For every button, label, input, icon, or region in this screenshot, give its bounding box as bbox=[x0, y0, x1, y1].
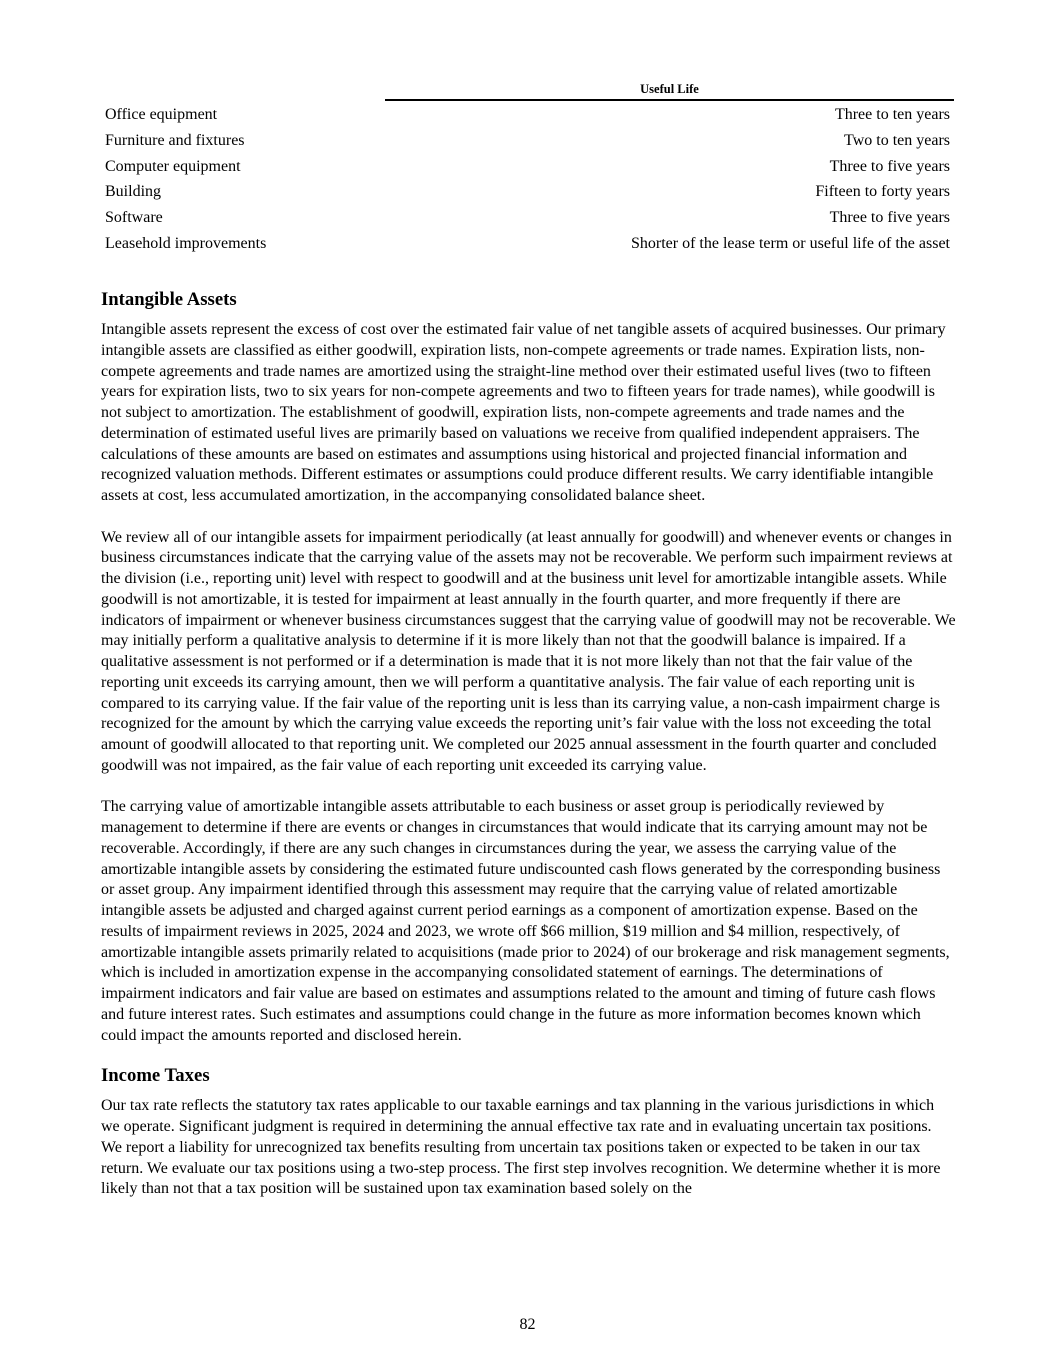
table-row bbox=[105, 179, 950, 205]
intangible-assets-paragraph-3: The carrying value of amortizable intangible assets attributable to each business or asset group is periodically reviewed by management to determine if there are events or changes in circumstances that would indicate that its carrying amount may not be recoverable. Accordingly, if there are any such changes in circumstances during the year, we assess the carrying value of the amortizable intangible assets by considering the estimated future undiscounted cash flows generated by the corresponding business or asset group. Any impairment identified through this assessment may require that the carrying value of related amortizable intangible assets be adjusted and charged against current period earnings as a component of amortization expense. Based on the results of impairment reviews in 2025, 2024 and 2023, we wrote off $66 million, $19 million and $4 million, respectively, of amortizable intangible assets primarily related to acquisitions (made prior to 2024) of our brokerage and risk management segments, which is included in amortization expense in the accompanying consolidated statement of earnings. The determinations of impairment indicators and fair value are based on estimates and assumptions related to the amount and timing of future cash flows and future interest rates. Such estimates and assumptions could change in the future as more information becomes known which could impact the amounts reported and disclosed herein. bbox=[101, 798, 950, 1044]
intangible-assets-heading: Intangible Assets bbox=[101, 289, 237, 310]
asset-label: Leasehold improvements bbox=[105, 234, 267, 252]
intangible-assets-paragraph-1: Intangible assets represent the excess of cost over the estimated fair value of net tangible assets of acquired businesses. Our primary intangible assets are classified as either goodwill, expiration lists, non-compete agreements or trade names. Expiration lists, non-compete agreements and trade names are amortized using the straight-line method over their estimated useful lives (two to fifteen years for expiration lists, two to six years for non-compete agreements and two to fifteen years for trade names), while goodwill is not subject to amortization. The establishment of goodwill, expiration lists, non-compete agreements and trade names and the determination of estimated useful lives are primarily based on valuations we receive from qualified independent appraisers. The calculations of these amounts are based on estimates and assumptions using historical and projected financial information and recognized valuation methods. Different estimates or assumptions could produce different results. We carry identifiable intangible assets at cost, less accumulated amortization, in the accompanying consolidated balance sheet. bbox=[101, 321, 946, 504]
body-text bbox=[101, 288, 956, 1221]
useful-life-column-header: Useful Life bbox=[385, 81, 954, 101]
useful-life-value: Fifteen to forty years bbox=[815, 183, 950, 201]
useful-life-value: Shorter of the lease term or useful life of the asset bbox=[631, 234, 950, 252]
income-taxes-heading: Income Taxes bbox=[101, 1065, 210, 1087]
page-number: 82 bbox=[519, 1316, 536, 1333]
useful-life-value: Three to five years bbox=[829, 157, 950, 175]
asset-label: Computer equipment bbox=[105, 157, 241, 175]
income-taxes-paragraph-1: Our tax rate reflects the statutory tax rates applicable to our taxable earnings and tax planning in the various jurisdictions in which we operate. Significant judgment is required in determining the annual effective tax rate and in evaluating uncertain tax positions. We report a liability for unrecognized tax benefits resulting from uncertain tax positions taken or expected to be taken in our tax return. We evaluate our tax positions using a two-step process. The first step involves recognition. We determine whether it is more likely than not that a tax position will be sustained upon tax examination based solely on the bbox=[101, 1097, 941, 1198]
useful-life-value: Three to five years bbox=[829, 209, 950, 227]
table-row bbox=[105, 102, 950, 128]
asset-label: Office equipment bbox=[105, 106, 218, 123]
table-row bbox=[105, 128, 950, 154]
table-row bbox=[105, 154, 950, 180]
asset-label: Furniture and fixtures bbox=[105, 131, 245, 149]
useful-life-value: Three to ten years bbox=[834, 106, 950, 123]
asset-label: Software bbox=[105, 209, 163, 227]
intangible-assets-paragraph-2: We review all of our intangible assets for impairment periodically (at least annually for goodwill) and whenever events or changes in business circumstances indicate that the carrying value of the assets may not be recoverable. We perform such impairment reviews at the division (i.e., reporting unit) level with respect to goodwill and at the business unit level for amortizable intangible assets. While goodwill is not amortizable, it is tested for impairment at least annually in the fourth quarter, and more frequently if there are indicators of impairment or whenever business circumstances suggest that the carrying value of goodwill may not be recoverable. We may initially perform a qualitative analysis to determine if it is more likely than not that the goodwill balance is impaired. If a qualitative assessment is not performed or if a determination is made that it is not more likely than not that the fair value of the reporting unit exceeds its carrying amount, then we will perform a quantitative analysis. The fair value of each reporting unit is compared to its carrying value. If the fair value of the reporting unit is less than its carrying value, a non-cash impairment charge is recognized for the amount by which the carrying value exceeds the reporting unit’s fair value with the loss not exceeding the total amount of goodwill allocated to that reporting unit. We completed our 2025 annual assessment in the fourth quarter and concluded goodwill was not impaired, as the fair value of each reporting unit exceeded its carrying value. bbox=[101, 528, 956, 774]
table-row bbox=[105, 205, 950, 231]
table-row bbox=[105, 231, 950, 257]
useful-life-value: Two to ten years bbox=[844, 131, 950, 149]
asset-label: Building bbox=[105, 183, 162, 201]
useful-life-table bbox=[105, 102, 950, 257]
